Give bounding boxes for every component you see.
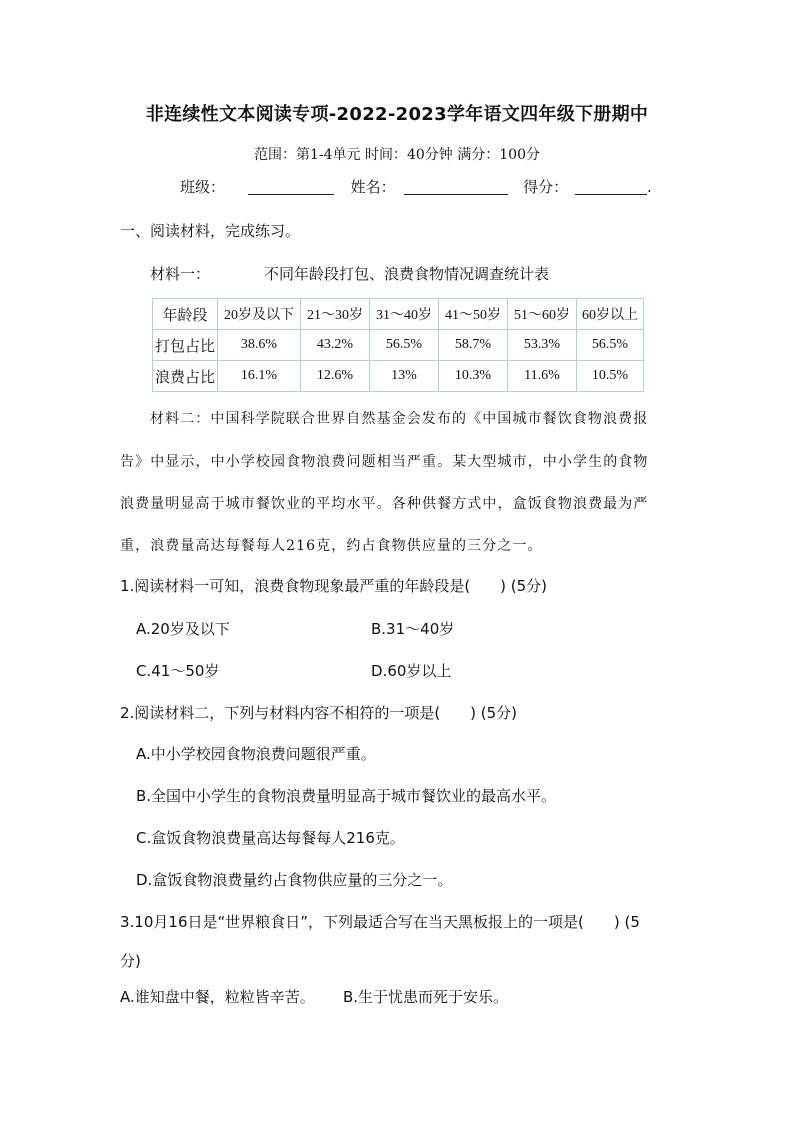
name-blank[interactable]: [404, 178, 508, 195]
table-cell: 53.3%: [508, 330, 577, 361]
question-3-option-a[interactable]: A.谁知盘中餐，粒粒皆辛苦。: [120, 988, 315, 1006]
table-cell: 51～60岁: [508, 299, 577, 330]
material2-line: 浪费量明显高于城市餐饮业的平均水平。各种供餐方式中，盒饭食物浪费最为严: [120, 496, 649, 512]
table-cell: 38.6%: [218, 330, 301, 361]
table-row: [153, 330, 644, 361]
table-cell: 43.2%: [301, 330, 370, 361]
page-title: 非连续性文本阅读专项-2022-2023学年语文四年级下册期中: [145, 104, 649, 125]
question-1-option-a[interactable]: A.20岁及以下: [136, 620, 230, 638]
table-cell: 11.6%: [508, 361, 577, 392]
material1-title: 不同年龄段打包、浪费食物情况调查统计表: [264, 265, 550, 283]
student-info-line: [180, 176, 652, 197]
question-1-stem: 1.阅读材料一可知，浪费食物现象最严重的年龄段是( ) (5分): [120, 577, 548, 595]
material2-line: 告》中显示，中小学校园食物浪费问题相当严重。某大型城市，中小学生的食物: [120, 454, 649, 470]
table-cell: 13%: [370, 361, 439, 392]
class-label: 班级：: [180, 178, 226, 196]
table-cell: 20岁及以下: [218, 299, 301, 330]
question-2-option-d[interactable]: D.盒饭食物浪费量约占食物供应量的三分之一。: [136, 871, 453, 889]
question-1-option-b[interactable]: B.31～40岁: [371, 620, 455, 638]
question-2-option-b[interactable]: B.全国中小学生的食物浪费量明显高于城市餐饮业的最高水平。: [136, 787, 557, 805]
question-1-option-c[interactable]: C.41～50岁: [136, 662, 220, 680]
question-3-stem-cont: 分): [120, 952, 141, 970]
question-3-option-b[interactable]: B.生于忧患而死于安乐。: [343, 988, 509, 1006]
question-3-stem: 3.10月16日是“世界粮食日”，下列最适合写在当天黑板报上的一项是( ) (5: [120, 913, 640, 931]
table-cell: 58.7%: [439, 330, 508, 361]
question-1-option-d[interactable]: D.60岁以上: [371, 662, 452, 680]
question-2-option-a[interactable]: A.中小学校园食物浪费问题很严重。: [136, 745, 376, 763]
exam-range: 范围：第1-4单元 时间：40分钟 满分：100分: [254, 147, 540, 163]
table-cell: 41～50岁: [439, 299, 508, 330]
survey-table: [152, 298, 644, 392]
table-row: [153, 361, 644, 392]
table-cell: 10.3%: [439, 361, 508, 392]
table-cell: 56.5%: [370, 330, 439, 361]
question-2-option-c[interactable]: C.盒饭食物浪费量高达每餐每人216克。: [136, 829, 405, 847]
table-cell: 年龄段: [153, 299, 218, 330]
table-cell: 60岁以上: [577, 299, 644, 330]
name-label: 姓名：: [350, 178, 396, 196]
material1-label: 材料一：: [150, 265, 211, 283]
material2-line: 重，浪费量高达每餐每人216克，约占食物供应量的三分之一。: [120, 538, 543, 554]
table-cell: 21～30岁: [301, 299, 370, 330]
table-cell: 浪费占比: [153, 361, 218, 392]
table-cell: 10.5%: [577, 361, 644, 392]
table-cell: 31～40岁: [370, 299, 439, 330]
table-header-row: [153, 299, 644, 330]
question-2-stem: 2.阅读材料二，下列与材料内容不相符的一项是( ) (5分): [120, 704, 518, 722]
score-end: .: [646, 178, 652, 196]
class-blank[interactable]: [248, 178, 334, 195]
table-cell: 12.6%: [301, 361, 370, 392]
table-cell: 16.1%: [218, 361, 301, 392]
table-cell: 打包占比: [153, 330, 218, 361]
material2-line: 材料二：中国科学院联合世界自然基金会发布的《中国城市餐饮食物浪费报: [150, 411, 649, 427]
table-cell: 56.5%: [577, 330, 644, 361]
section-heading: 一、阅读材料，完成练习。: [120, 222, 301, 240]
score-blank[interactable]: [575, 178, 647, 195]
score-label: 得分：: [523, 178, 569, 196]
